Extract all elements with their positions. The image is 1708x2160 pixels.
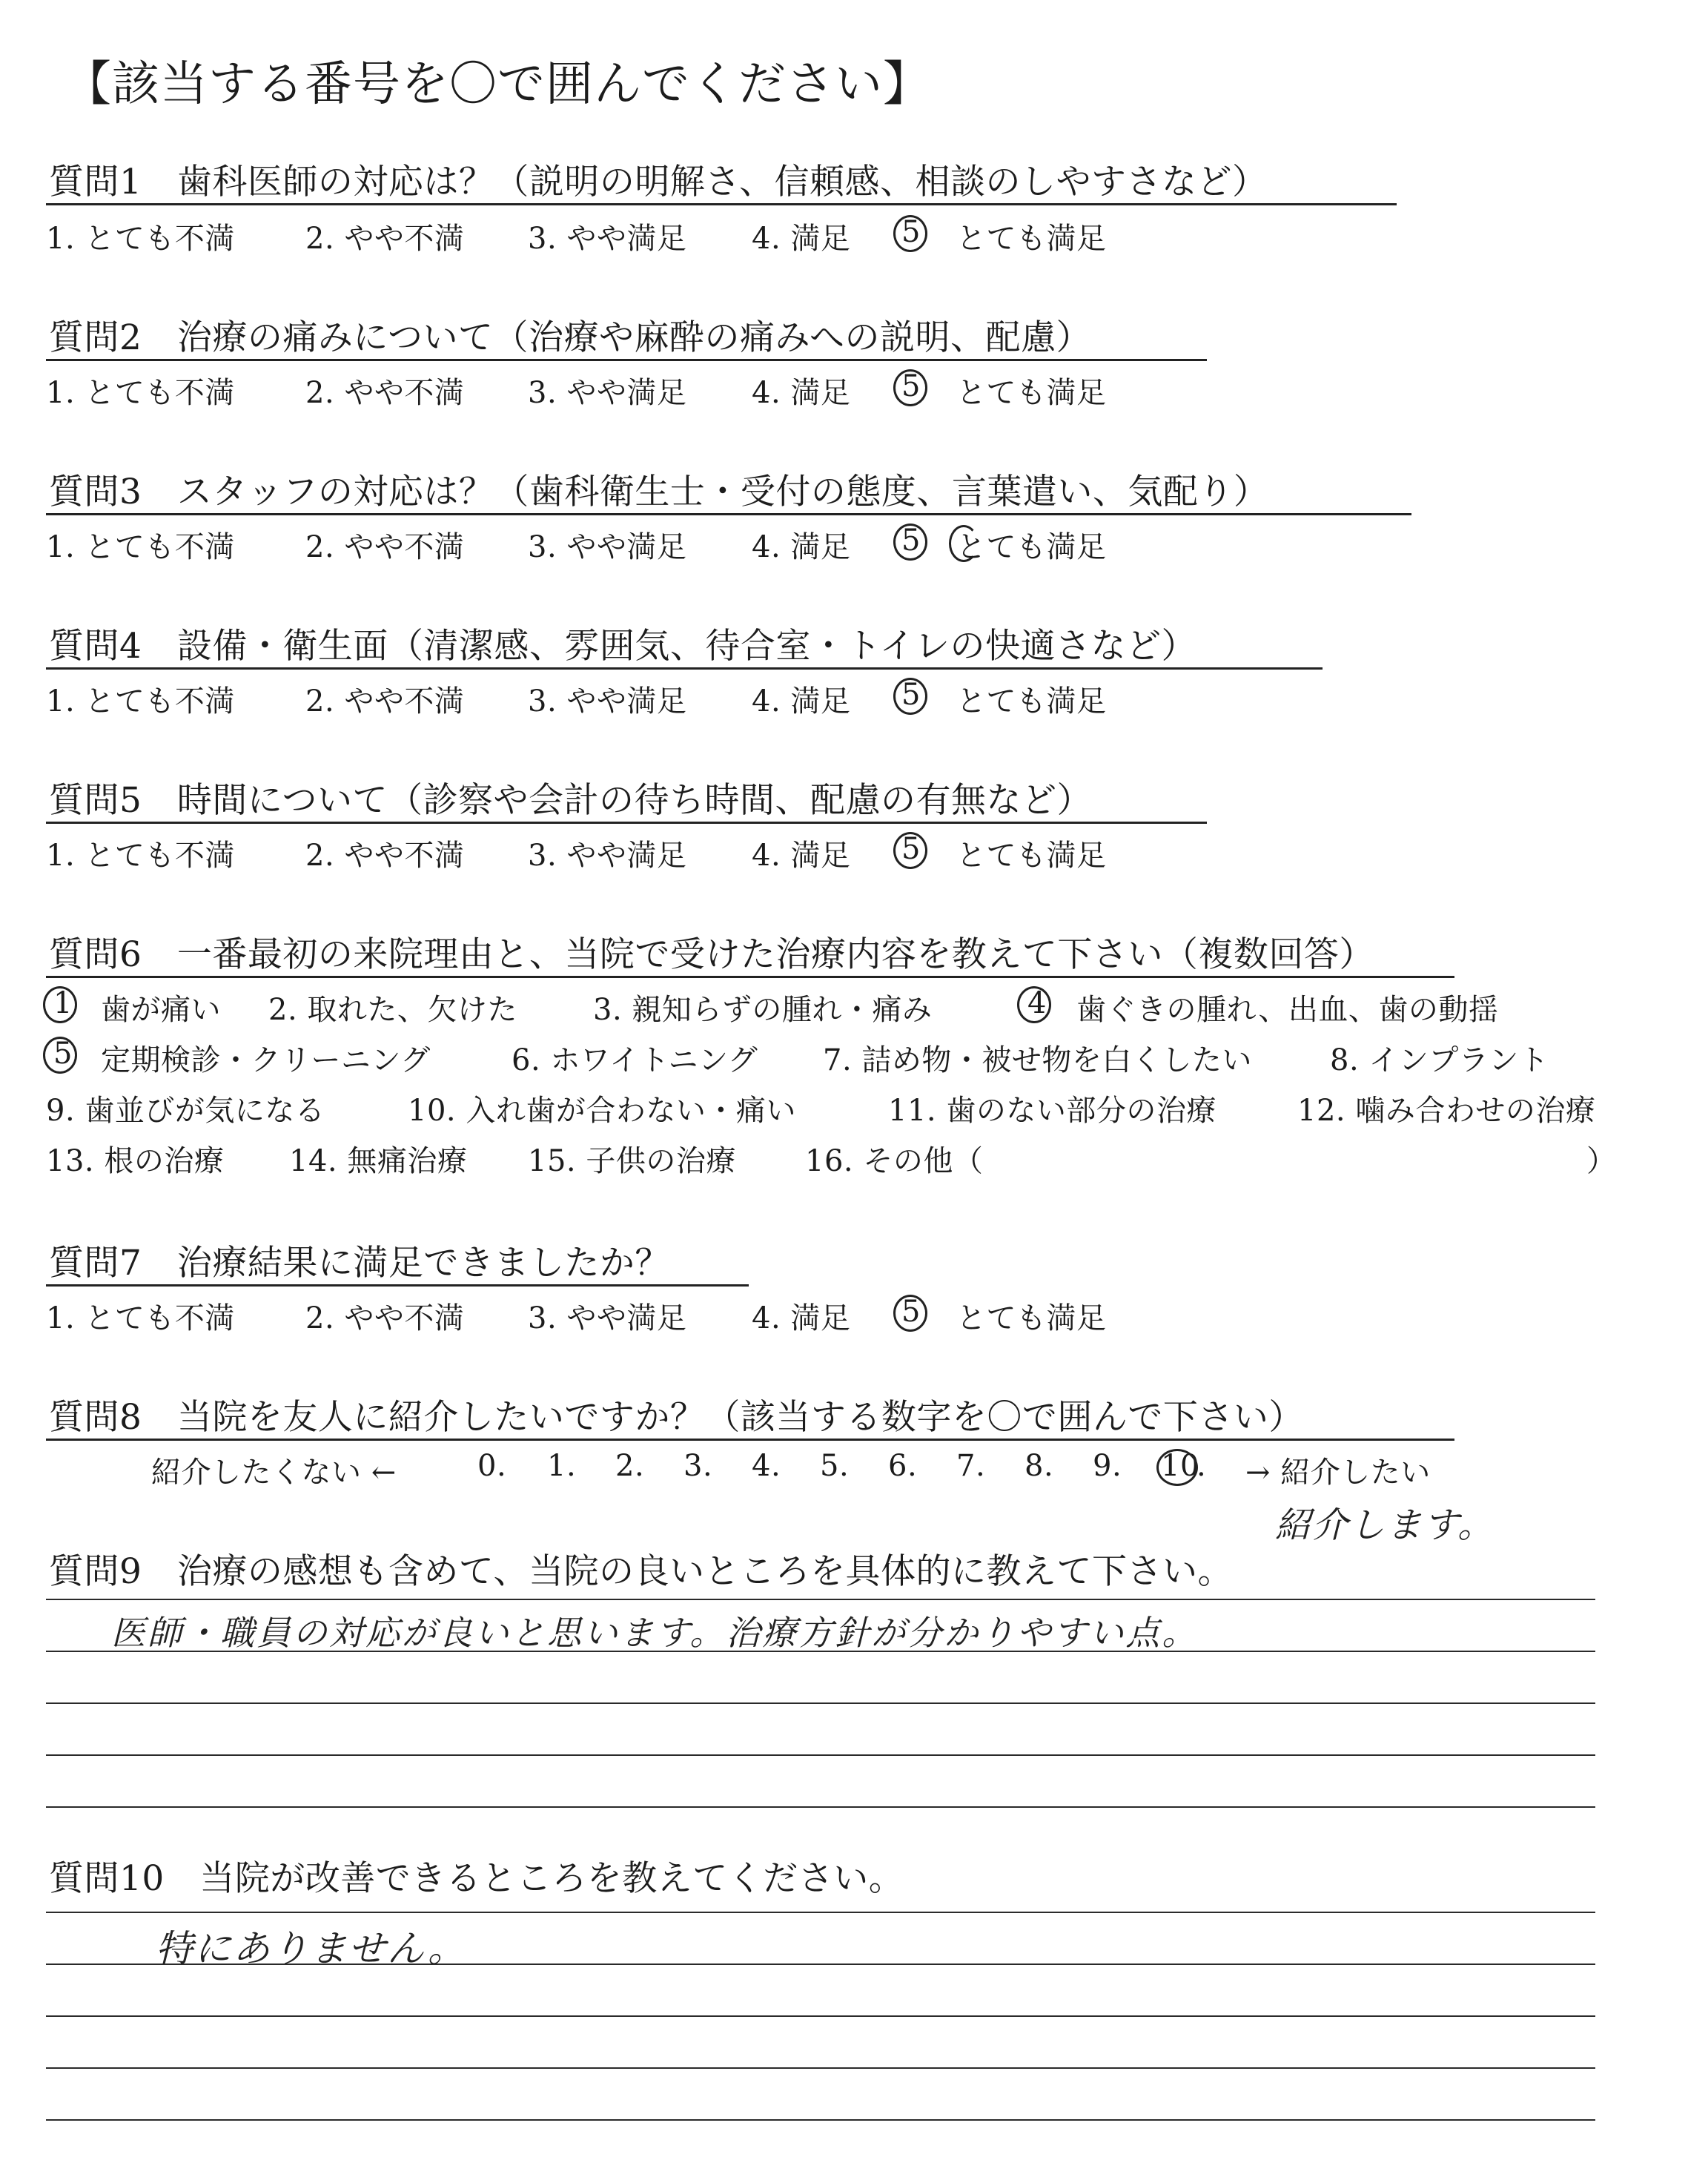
question-title: 質問10 当院が改善できるところを教えてください。 — [49, 1858, 904, 1899]
option-3[interactable]: 3. やや満足 — [528, 376, 687, 410]
answer-line — [46, 1912, 1595, 1913]
question-title: 質問5 時間について（診察や会計の待ち時間、配慮の有無など） — [49, 780, 1092, 821]
title-underline — [46, 203, 1397, 205]
option-5-label[interactable]: とても満足 — [956, 222, 1107, 256]
treatment-1-number[interactable]: 1 — [53, 986, 73, 1020]
title-underline — [46, 1284, 749, 1287]
handwritten-answer: 特にありません。 — [156, 1927, 466, 1970]
option-5-number[interactable]: 5 — [901, 832, 921, 866]
question-title: 質問1 歯科医師の対応は？（説明の明解さ、信頼感、相談のしやすさなど） — [49, 162, 1268, 202]
title-underline — [46, 359, 1207, 361]
option-5-label[interactable]: とても満足 — [956, 684, 1107, 719]
treatment-3[interactable]: 3. 親知らずの腫れ・痛み — [593, 993, 933, 1027]
option-5-label[interactable]: とても満足 — [956, 1301, 1107, 1335]
treatment-16-other[interactable]: 16. その他（ — [805, 1144, 984, 1178]
treatment-6[interactable]: 6. ホワイトニング — [512, 1043, 758, 1077]
treatment-5-label[interactable]: 定期検診・クリーニング — [101, 1043, 431, 1077]
option-5-number[interactable]: 5 — [901, 215, 921, 249]
scale-0[interactable]: 0. — [477, 1449, 507, 1483]
treatment-9[interactable]: 9. 歯並びが気になる — [46, 1094, 325, 1128]
treatment-13[interactable]: 13. 根の治療 — [46, 1144, 225, 1178]
scale-left-label: 紹介したくない ← — [151, 1456, 397, 1490]
selected-circle-mark — [893, 369, 927, 406]
scale-9[interactable]: 9. — [1093, 1449, 1122, 1483]
treatment-8[interactable]: 8. インプラント — [1330, 1043, 1549, 1077]
treatment-2[interactable]: 2. 取れた、欠けた — [268, 993, 517, 1027]
title-underline — [46, 822, 1207, 824]
scale-right-label: → 紹介したい — [1245, 1456, 1431, 1490]
option-4[interactable]: 4. 満足 — [752, 684, 851, 719]
question-title: 質問4 設備・衛生面（清潔感、雰囲気、待合室・トイレの快適さなど） — [49, 626, 1197, 667]
answer-line — [46, 1806, 1595, 1808]
answer-line — [46, 2015, 1595, 2017]
scale-2[interactable]: 2. — [615, 1449, 645, 1483]
scale-5[interactable]: 5. — [820, 1449, 850, 1483]
survey-heading: 【該当する番号を〇で囲んでください】 — [64, 57, 931, 112]
option-2[interactable]: 2. やや不満 — [305, 222, 465, 256]
handwritten-answer: 医師・職員の対応が良いと思います。治療方針が分かりやすい点。 — [111, 1613, 1199, 1653]
title-underline — [46, 976, 1454, 978]
scale-6[interactable]: 6. — [888, 1449, 918, 1483]
scale-1[interactable]: 1. — [547, 1449, 577, 1483]
option-4[interactable]: 4. 満足 — [752, 839, 851, 873]
question-title: 質問6 一番最初の来院理由と、当院で受けた治療内容を教えて下さい（複数回答） — [49, 934, 1374, 975]
selected-circle-mark — [893, 215, 927, 252]
option-5-label[interactable]: とても満足 — [956, 376, 1107, 410]
option-3[interactable]: 3. やや満足 — [528, 222, 687, 256]
option-3[interactable]: 3. やや満足 — [528, 839, 687, 873]
option-4[interactable]: 4. 満足 — [752, 530, 851, 564]
title-underline — [46, 667, 1323, 670]
option-2[interactable]: 2. やや不満 — [305, 839, 465, 873]
option-1[interactable]: 1. とても不満 — [46, 222, 235, 256]
question-title: 質問8 当院を友人に紹介したいですか？（該当する数字を〇で囲んで下さい） — [49, 1397, 1304, 1438]
option-4[interactable]: 4. 満足 — [752, 1301, 851, 1335]
question-title: 質問9 治療の感想も含めて、当院の良いところを具体的に教えて下さい。 — [49, 1551, 1233, 1592]
option-2[interactable]: 2. やや不満 — [305, 530, 465, 564]
scale-10[interactable]: 10 — [1161, 1449, 1199, 1483]
other-close-paren: ） — [1586, 1144, 1617, 1178]
selected-circle-mark — [43, 1037, 77, 1074]
title-underline — [46, 1439, 1454, 1441]
option-2[interactable]: 2. やや不満 — [305, 1301, 465, 1335]
scale-7[interactable]: 7. — [956, 1449, 986, 1483]
option-5-number[interactable]: 5 — [901, 1295, 921, 1329]
selected-circle-mark — [893, 1295, 927, 1332]
option-5-number[interactable]: 5 — [901, 524, 921, 558]
scale-4[interactable]: 4. — [752, 1449, 781, 1483]
option-3[interactable]: 3. やや満足 — [528, 530, 687, 564]
option-1[interactable]: 1. とても不満 — [46, 1301, 235, 1335]
answer-line — [46, 1754, 1595, 1756]
selected-circle-mark — [1156, 1449, 1198, 1486]
treatment-4-label[interactable]: 歯ぐきの腫れ、出血、歯の動揺 — [1076, 993, 1499, 1027]
treatment-7[interactable]: 7. 詰め物・被せ物を白くしたい — [823, 1043, 1252, 1077]
scale-3[interactable]: 3. — [683, 1449, 713, 1483]
treatment-5-number[interactable]: 5 — [53, 1037, 73, 1071]
question-title: 質問2 治療の痛みについて（治療や麻酔の痛みへの説明、配慮） — [49, 317, 1092, 358]
treatment-10[interactable]: 10. 入れ歯が合わない・痛い — [408, 1094, 796, 1128]
answer-line — [46, 2067, 1595, 2069]
question-title: 質問7 治療結果に満足できましたか？ — [49, 1243, 670, 1284]
selected-circle-mark — [893, 832, 927, 869]
treatment-12[interactable]: 12. 噛み合わせの治療 — [1297, 1094, 1596, 1128]
option-5-label[interactable]: とても満足 — [956, 839, 1107, 873]
option-1[interactable]: 1. とても不満 — [46, 684, 235, 719]
option-4[interactable]: 4. 満足 — [752, 376, 851, 410]
scale-10-period: . — [1196, 1449, 1207, 1483]
answer-line — [46, 1599, 1595, 1600]
selected-circle-mark — [43, 986, 77, 1023]
option-1[interactable]: 1. とても不満 — [46, 530, 235, 564]
option-3[interactable]: 3. やや満足 — [528, 1301, 687, 1335]
answer-line — [46, 1702, 1595, 1704]
treatment-4-number[interactable]: 4 — [1027, 986, 1047, 1020]
treatment-11[interactable]: 11. 歯のない部分の治療 — [888, 1094, 1217, 1128]
option-2[interactable]: 2. やや不満 — [305, 376, 465, 410]
scale-8[interactable]: 8. — [1025, 1449, 1054, 1483]
selected-circle-mark — [893, 678, 927, 715]
title-underline — [46, 513, 1411, 515]
treatment-14[interactable]: 14. 無痛治療 — [289, 1144, 468, 1178]
treatment-15[interactable]: 15. 子供の治療 — [528, 1144, 736, 1178]
option-1[interactable]: 1. とても不満 — [46, 376, 235, 410]
option-5-number[interactable]: 5 — [901, 678, 921, 712]
option-4[interactable]: 4. 満足 — [752, 222, 851, 256]
treatment-1-label[interactable]: 歯が痛い — [101, 993, 221, 1027]
selected-circle-mark — [1017, 986, 1051, 1023]
question-title: 質問3 スタッフの対応は？（歯科衛生士・受付の態度、言葉遣い、気配り） — [49, 472, 1269, 512]
handwritten-comment: 紹介します。 — [1275, 1505, 1495, 1546]
option-5-number[interactable]: 5 — [901, 369, 921, 403]
selected-circle-mark — [893, 524, 927, 561]
option-2[interactable]: 2. やや不満 — [305, 684, 465, 719]
option-3[interactable]: 3. やや満足 — [528, 684, 687, 719]
option-1[interactable]: 1. とても不満 — [46, 839, 235, 873]
option-5-label[interactable]: とても満足 — [956, 530, 1107, 564]
answer-line — [46, 2119, 1595, 2121]
